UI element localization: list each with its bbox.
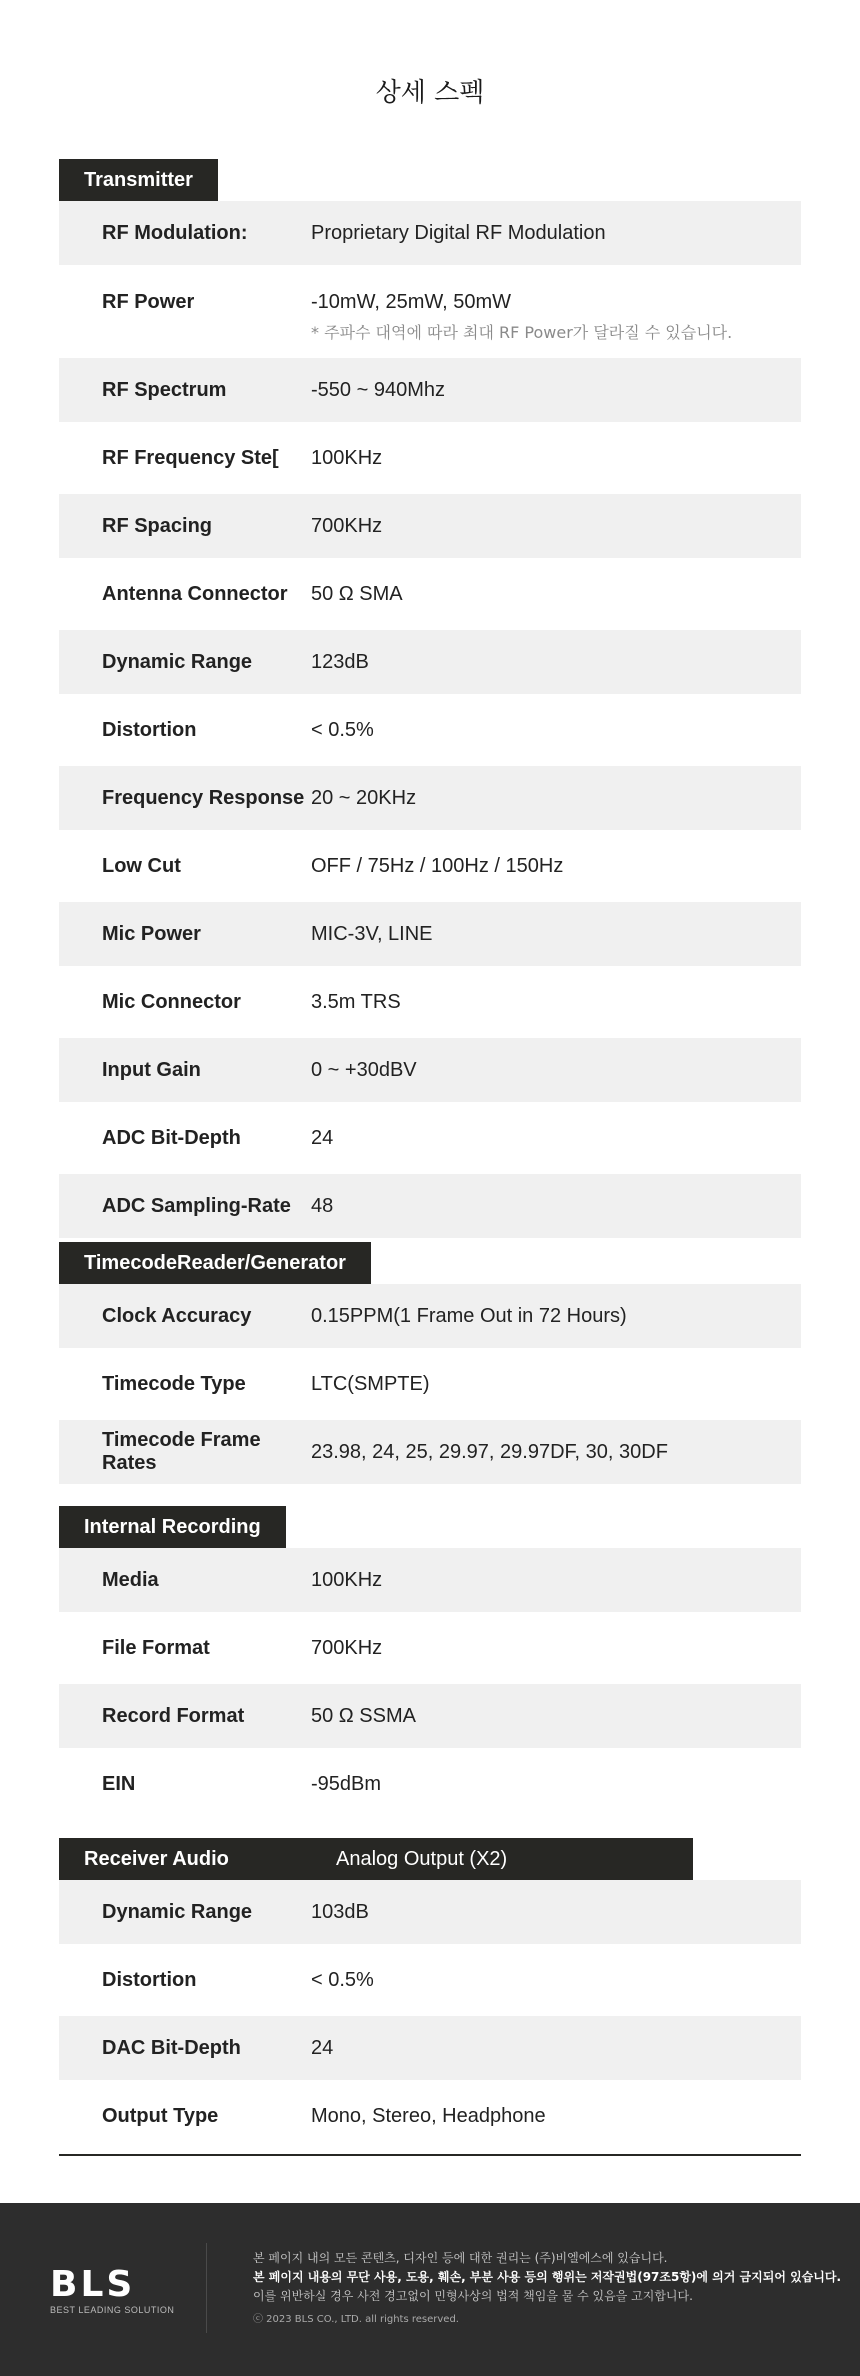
spec-value: 20 ~ 20KHz [311,786,417,809]
spec-value: OFF / 75Hz / 100Hz / 150Hz [311,854,564,877]
spec-row [59,1106,801,1170]
spec-label: Distortion [102,718,197,741]
spec-value: 700KHz [311,514,383,537]
spec-label: Dynamic Range [102,650,253,673]
footer-divider [206,2243,207,2333]
spec-label: RF Modulation: [102,221,248,244]
spec-row [59,834,801,898]
spec-row [59,698,801,762]
bls-logo [50,2264,175,2315]
logo-mark: BLS [50,2264,136,2305]
footer-line-2: 본 페이지 내용의 무단 사용, 도용, 훼손, 부분 사용 등의 행위는 저작권법(97조5항)에 의거 금지되어 있습니다. [253,2270,842,2284]
spec-row [59,494,801,558]
logo-tagline: BEST LEADING SOLUTION [50,2305,175,2315]
footer-notice [253,2249,841,2329]
spec-row [59,201,801,265]
spec-value: 100KHz [311,1568,383,1591]
section-timecode [59,1242,801,1284]
spec-row [59,1880,801,1944]
spec-value: -550 ~ 940Mhz [311,378,445,401]
spec-value: 103dB [311,1900,369,1923]
spec-row [59,1548,801,1612]
spec-row [59,1616,801,1680]
section-header-internal-recording: Internal Recording [59,1506,286,1548]
spec-row [59,1174,801,1238]
spec-note: * 주파수 대역에 따라 최대 RF Power가 달라질 수 있습니다. [311,323,733,342]
spec-row [59,1752,801,1816]
spec-label: RF Spacing [102,514,213,537]
footer [0,2203,860,2376]
spec-row [59,1038,801,1102]
spec-value: 0.15PPM(1 Frame Out in 72 Hours) [311,1304,627,1327]
spec-label: Distortion [102,1968,197,1991]
section-header-title: Receiver Audio [84,1848,229,1870]
spec-value: 50 Ω SSMA [311,1704,416,1727]
table-end-divider [59,2154,801,2156]
section-header-timecode: TimecodeReader/Generator [59,1242,371,1284]
spec-label: ADC Sampling-Rate [102,1194,291,1217]
spec-value: 700KHz [311,1636,383,1659]
spec-label: Mic Power [102,922,201,945]
spec-row [59,2016,801,2080]
spec-value: 24 [311,1126,334,1149]
spec-row [59,426,801,490]
spec-value: 48 [311,1194,334,1217]
spec-value: LTC(SMPTE) [311,1372,430,1395]
spec-value: 0 ~ +30dBV [311,1058,417,1081]
spec-table [59,159,801,2156]
spec-label: File Format [102,1636,210,1659]
spec-row [59,358,801,422]
section-internal-recording [59,1506,801,1548]
spec-row [59,766,801,830]
spec-value: 100KHz [311,446,383,469]
spec-label: Output Type [102,2104,219,2127]
spec-label: Frequency Response [102,786,305,809]
spec-label: Antenna Connector [102,582,288,605]
spec-label: Low Cut [102,854,181,877]
spec-value: 23.98, 24, 25, 29.97, 29.97DF, 30, 30DF [311,1440,668,1463]
spec-row [59,269,801,354]
section-header-receiver-audio [59,1838,693,1880]
page-title: 상세 스펙 [375,78,485,108]
spec-label: Record Format [102,1704,245,1727]
spec-row [59,1284,801,1348]
spec-label: DAC Bit-Depth [102,2036,241,2059]
spec-row [59,970,801,1034]
spec-value: -10mW, 25mW, 50mW [311,291,512,313]
section-receiver-audio [59,1838,801,1880]
footer-copyright: ⓒ 2023 BLS CO., LTD. all rights reserved. [253,2314,459,2325]
spec-value: -95dBm [311,1772,382,1795]
spec-row [59,2084,801,2148]
spec-value: 50 Ω SMA [311,582,403,605]
spec-label: RF Frequency Ste[ [102,446,279,469]
spec-label: ADC Bit-Depth [102,1126,241,1149]
spec-label: Clock Accuracy [102,1304,252,1327]
footer-line-3: 이를 위반하실 경우 사전 경고없이 민형사상의 법적 책임을 물 수 있음을 고지합니다. [253,2289,693,2303]
spec-row [59,562,801,626]
section-header-subtitle: Analog Output (X2) [336,1848,508,1870]
spec-row [59,1420,801,1484]
spec-row [59,1352,801,1416]
spec-value: 123dB [311,650,369,673]
spec-row [59,902,801,966]
spec-label: EIN [102,1772,136,1795]
spec-row [59,630,801,694]
spec-label: Dynamic Range [102,1900,253,1923]
spec-value: Mono, Stereo, Headphone [311,2104,546,2127]
spec-label: Timecode Type [102,1372,246,1395]
footer-line-1: 본 페이지 내의 모든 콘텐츠, 디자인 등에 대한 권리는 (주)비엘에스에 있습니다. [253,2251,668,2265]
spec-value: < 0.5% [311,1968,374,1991]
spec-row [59,1948,801,2012]
spec-value: MIC-3V, LINE [311,922,433,945]
spec-label: RF Power [102,291,195,313]
section-header-transmitter: Transmitter [59,159,218,201]
spec-label: Timecode Frame Rates [102,1429,261,1474]
spec-label: Mic Connector [102,990,241,1013]
spec-value: 24 [311,2036,334,2059]
spec-value: < 0.5% [311,718,374,741]
spec-label: RF Spectrum [102,378,227,401]
spec-value: Proprietary Digital RF Modulation [311,221,606,244]
section-transmitter [59,159,801,201]
spec-row [59,1684,801,1748]
spec-label: Input Gain [102,1058,201,1081]
spec-value: 3.5m TRS [311,990,401,1013]
spec-label: Media [102,1568,159,1591]
